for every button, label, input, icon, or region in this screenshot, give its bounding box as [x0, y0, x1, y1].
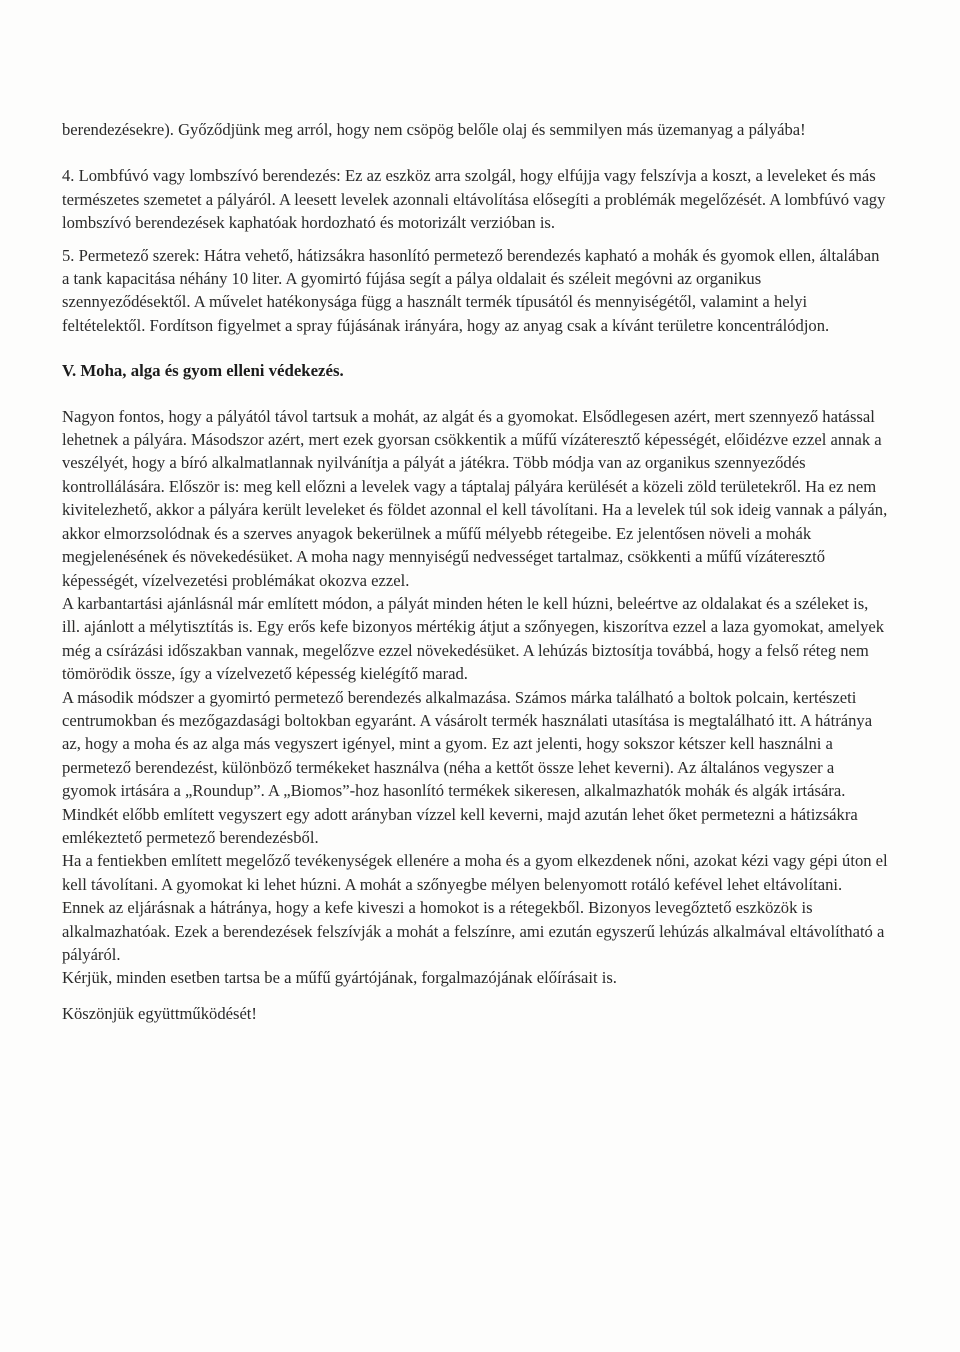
body-paragraph-4: Ha a fentiekben említett megelőző tevékenységek ellenére a moha és a gyom elkezdenek nőni, azokat kézi vagy gépi úton el kell távolítani. A gyomokat ki lehet húzni. A mohát a szőnyegbe mélyen belenyomott rotáló kefével lehet eltávolítani. Ennek az eljárásnak a hátránya, hogy a kefe kiveszi a homokot is a rétegekből. Bizonyos levegőztető eszközök is alkalmazhatóak. Ezek a berendezések felszívják a mohát a felszínre, ami ezután egyszerű lehúzás alkalmával eltávolítható a pályáról.: [62, 851, 888, 964]
item-4-paragraph: 4. Lombfúvó vagy lombszívó berendezés: Ez az eszköz arra szolgál, hogy elfújja vagy felszívja a koszt, a leveleket és más természetes szemetet a pályáról. A leesett levelek azonnali eltávolítása elősegíti a problémák megelőzését. A lombfúvó vagy lombszívó berendezések kaphatóak hordozható és motorizált verzióban is.: [62, 166, 886, 233]
item-5-paragraph: 5. Permetező szerek: Hátra vehető, hátizsákra hasonlító permetező berendezés kapható a mohák és gyomok ellen, általában a tank kapacitása néhány 10 liter. A gyomirtó fújása segít a pálya oldalait és széleit megóvni az organikus szennyeződésektől. A művelet hatékonysága függ a használt termék típusától és mennyiségétől, valamint a helyi feltételektől. Fordítson figyelmet a spray fújásának irányára, hogy az anyag csak a kívánt területre koncentrálódjon.: [62, 245, 880, 335]
document-body: [62, 118, 888, 1025]
intro-fragment-paragraph: berendezésekre). Győződjünk meg arról, hogy nem csöpög belőle olaj és semmilyen más üzemanyag a pályába!: [62, 120, 806, 139]
body-paragraph-1: Nagyon fontos, hogy a pályától távol tartsuk a mohát, az algát és a gyomokat. Elsődlegesen azért, mert szennyező hatással lehetnek a pályára. Másodszor azért, mert ezek gyorsan csökkentik a műfű vízáteresztő képességét, előidézve ezzel annak a veszélyét, hogy a bíró alkalmatlannak nyilvánítja a pályát a játékra. Több módja van az organikus szennyeződés kontrollálására. Először is: meg kell előzni a levelek vagy a táptalaj pályára kerülését a közeli zöld területekről. Ha ez nem kivitelezhető, akkor a pályára került leveleket és földet azonnal el kell távolítani. Ha a levelek túl sok ideig vannak a pályán, akkor elmorzsolódnak és a szerves anyagok bekerülnek a műfű mélyebb rétegeibe. Ez jelentősen növeli a mohák megjelenésének és növekedésüket. A moha nagy mennyiségű nedvességet tartalmaz, csökkenti a műfű vízáteresztő képességét, vízelvezetési problémákat okozva ezzel.: [62, 406, 888, 590]
body-paragraph-3: A második módszer a gyomirtó permetező berendezés alkalmazása. Számos márka található a boltok polcain, kertészeti centrumokban és mezőgazdasági boltokban egyaránt. A vásárolt termék használati utasítása is megtalálható itt. A hátránya az, hogy a moha és az alga más vegyszert igényel, mint a gyom. Ez azt jelenti, hogy sokszor kétszer kell használni a permetező berendezést, különböző termékeket használva (néha a kettőt össze lehet keverni). Az általános vegyszer a gyomok irtására a „Roundup”. A „Biomos”-hoz hasonlító termékek sikeresen, alkalmazhatók mohák és algák irtására. Mindkét előbb említett vegyszert egy adott arányban vízzel kell keverni, majd azután lehet őket permetezni a hátizsákra emlékeztető permetező berendezésből.: [62, 687, 873, 847]
body-paragraph-2: A karbantartási ajánlásnál már említett módon, a pályát minden héten le kell húzni, beleértve az oldalakat és a széleket is, ill. ajánlott a mélytisztítás is. Egy erős kefe bizonyos mértékig átjut a szőnyegen, kiszorítva ezzel a laza gyomokat, amelyek még a csírázási időszakban vannak, megelőzve ezzel növekedésüket. A lehúzás biztosítja továbbá, hogy a felső réteg nem tömörödik össze, így a vízelvezető képesség kielégítő marad.: [62, 593, 885, 684]
body-paragraph-5: Kérjük, minden esetben tartsa be a műfű gyártójának, forgalmazójának előírásait is.: [62, 968, 617, 988]
section-heading: V. Moha, alga és gyom elleni védekezés.: [62, 361, 344, 381]
closing-line: Köszönjük együttműködését!: [62, 1003, 257, 1023]
